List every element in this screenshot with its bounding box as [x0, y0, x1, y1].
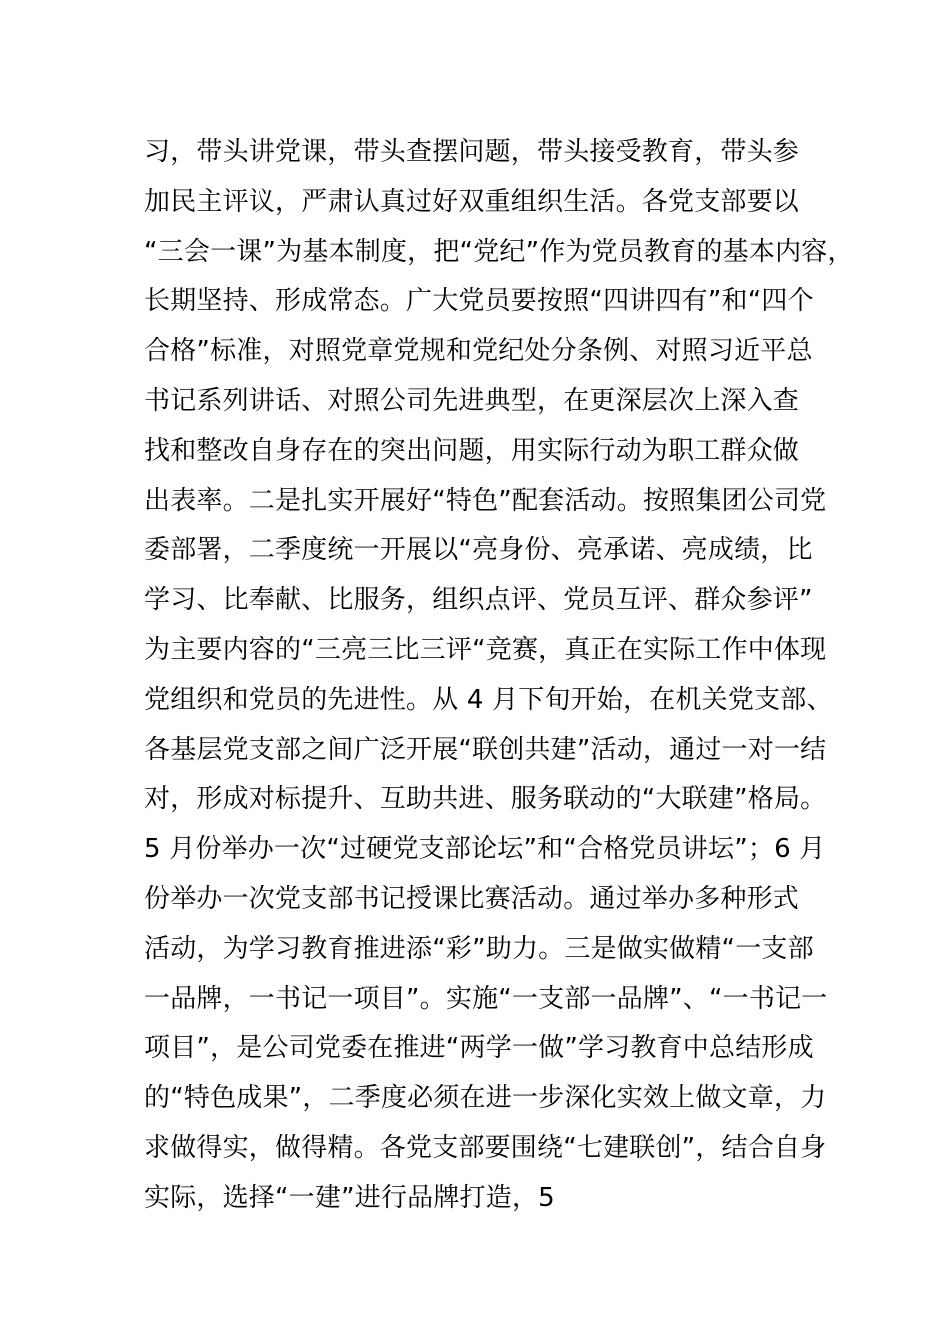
- text-line: 委部署，二季度统一开展以“亮身份、亮承诺、亮成绩，比: [144, 535, 813, 566]
- text-line: 一品牌，一书记一项目”。实施“一支部一品牌”、“一书记一: [144, 983, 828, 1014]
- text-line: 为主要内容的“三亮三比三评“竞赛，真正在实际工作中体现: [144, 634, 827, 665]
- text-line: 加民主评议，严肃认真过好双重组织生活。各党支部要以: [144, 186, 800, 217]
- text-line: 合格”标准，对照党章党规和党纪处分条例、对照习近平总: [144, 336, 813, 367]
- text-line: 党组织和党员的先进性。从 4 月下旬开始，在机关党支部、: [144, 684, 833, 715]
- text-line: 学习、比奉献、比服务，组织点评、党员互评、群众参评”: [144, 585, 813, 616]
- text-line: 活动，为学习教育推进添“彩”助力。三是做实做精“一支部: [144, 933, 814, 964]
- text-line: 份举办一次党支部书记授课比赛活动。通过举办多种形式: [144, 883, 800, 914]
- body-text: [144, 128, 854, 1224]
- text-line: 书记系列讲话、对照公司先进典型，在更深层次上深入查: [144, 385, 800, 416]
- text-line: 对，形成对标提升、互助共进、服务联动的“大联建”格局。: [144, 784, 827, 815]
- text-line: 出表率。二是扎实开展好“特色”配套活动。按照集团公司党: [144, 485, 827, 516]
- text-line: 求做得实，做得精。各党支部要围绕“七建联创”，结合自身: [144, 1132, 827, 1163]
- text-line: 找和整改自身存在的突出问题，用实际行动为职工群众做: [144, 435, 800, 466]
- text-line: 的“特色成果”，二季度必须在进一步深化实效上做文章，力: [144, 1083, 827, 1114]
- text-line: 习，带头讲党课，带头查摆问题，带头接受教育，带头参: [144, 137, 800, 167]
- text-line: 5 月份举办一次“过硬党支部论坛”和“合格党员讲坛”；6 月: [144, 834, 826, 865]
- text-line: “三会一课”为基本制度，把“党纪”作为党员教育的基本内容，: [144, 236, 854, 267]
- text-line: 项目”，是公司党委在推进“两学一做”学习教育中总结形成: [144, 1033, 814, 1064]
- text-line: 各基层党支部之间广泛开展“联创共建”活动，通过一对一结: [144, 734, 827, 765]
- text-line: 长期坚持、形成常态。广大党员要按照“四讲四有”和“四个: [144, 286, 814, 317]
- text-line: 实际，选择“一建”进行品牌打造，5: [144, 1182, 555, 1213]
